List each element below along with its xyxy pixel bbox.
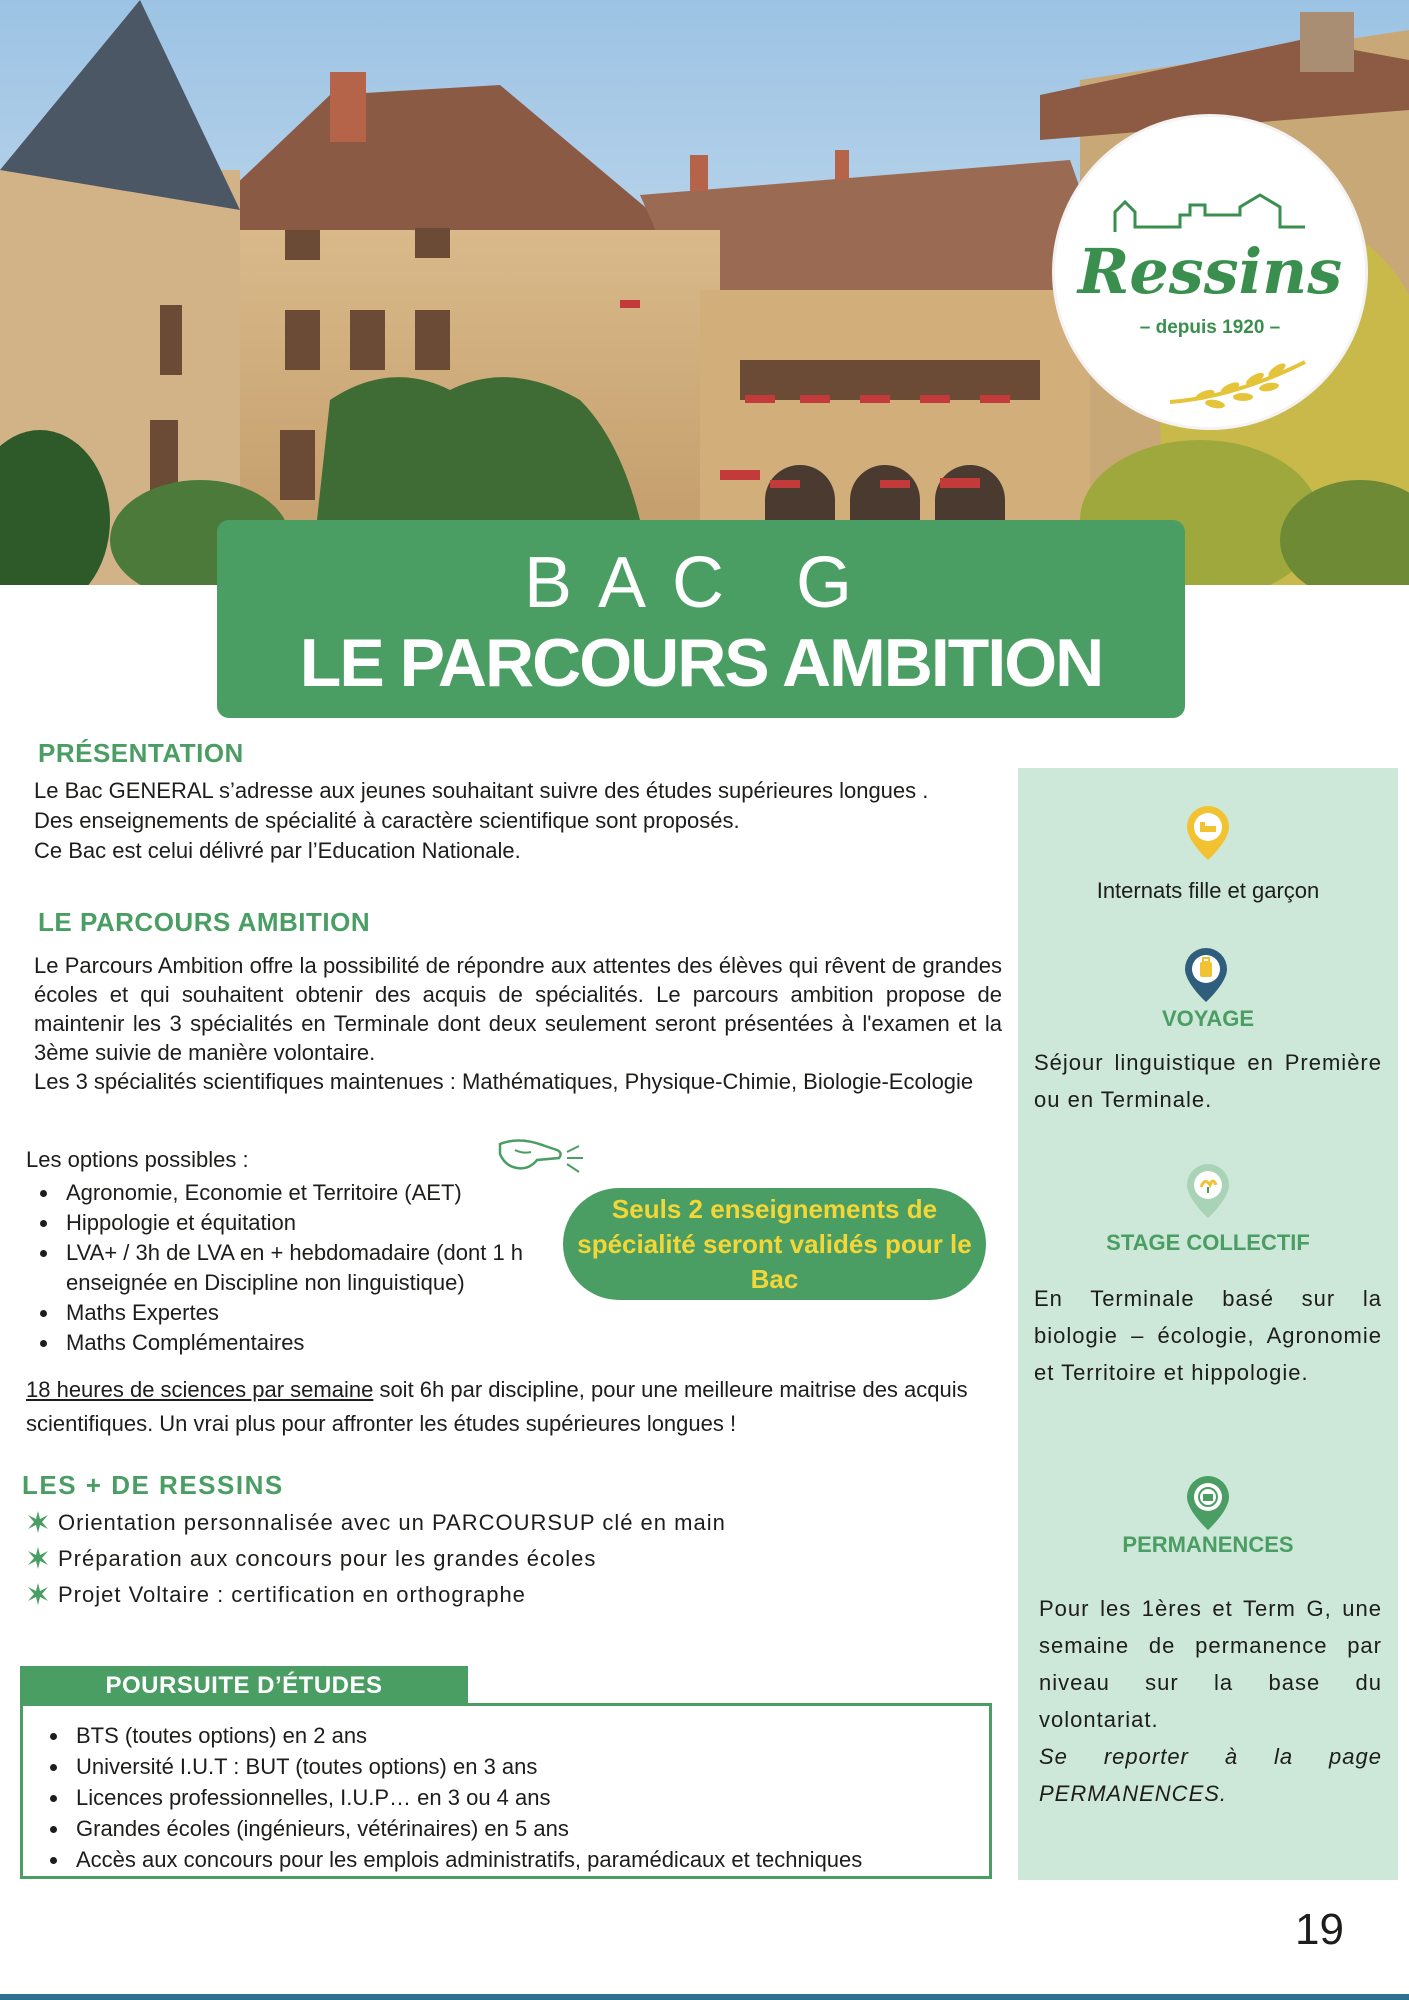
presentation-line: Le Bac GENERAL s’adresse aux jeunes souhaitant suivre des études supérieures longues . [34,778,929,803]
ressins-logo [1055,117,1365,427]
presentation-line: Ce Bac est celui délivré par l’Education Nationale. [34,838,521,863]
list-item: • Licences professionnelles, I.U.P… en 3 ou 4 ans [70,1782,1020,1813]
parcours-last-line: Les 3 spécialités scientifiques maintenues : Mathématiques, Physique-Chimie, Biologie-Ecologie [34,1069,974,1094]
list-item: • Université I.U.T : BUT (toutes options) en 3 ans [70,1751,1020,1782]
stage-heading: STAGE COLLECTIF [1106,1230,1310,1255]
bed-pin-icon [1185,804,1231,862]
banner-line1: BAC G [523,543,879,623]
list-item: • Grandes écoles (ingénieurs, vétérinaires) en 5 ans [70,1813,1020,1844]
plus-item-label: Orientation personnalisée avec un PARCOURSUP clé en main [58,1510,726,1535]
poursuite-list [30,1720,1020,1875]
plus-item-label: Projet Voltaire : certification en orthographe [58,1582,526,1607]
logo-since: – depuis 1920 – [1139,317,1281,338]
options-intro: Les options possibles : [26,1147,249,1172]
list-item: • Maths Expertes [60,1298,580,1328]
list-item: • Agronomie, Economie et Territoire (AET) [60,1178,580,1208]
specialites-callout: Seuls 2 enseignements de spécialité seront validés pour le Bac [563,1188,986,1300]
star-bullet-icon [26,1510,50,1534]
banner-line2: LE PARCOURS AMBITION [299,625,1103,701]
title-banner [217,520,1185,718]
internat-text: Internats fille et garçon [1096,878,1320,903]
plus-item-label: Préparation aux concours pour les grandes écoles [58,1546,597,1571]
plus-list [26,1505,726,1613]
voyage-text: Séjour linguistique en Première ou en Terminale. [1034,1050,1382,1112]
luggage-pin-icon [1183,946,1229,1004]
plus-heading: LES + DE RESSINS [22,1470,284,1500]
stage-text: En Terminale basé sur la biologie – écologie, Agronomie et Territoire et hippologie. [1034,1286,1382,1385]
presentation-text [34,776,994,866]
wheat-icon [1165,352,1315,412]
presentation-heading: PRÉSENTATION [38,738,244,768]
sciences-rest: soit 6h par discipline, pour une meilleure maitrise des acquis scientifiques. Un vrai plus pour affronter les études supérieures longues ! [26,1377,968,1436]
poursuite-heading: POURSUITE D’ÉTUDES [20,1666,468,1706]
list-item [26,1541,726,1577]
page-number: 19 [1295,1905,1344,1954]
school-pin-icon [1185,1474,1231,1532]
voyage-heading: VOYAGE [1161,1006,1255,1031]
permanences-reference: Se reporter à la page PERMANENCES. [1039,1744,1382,1806]
logo-name: Ressins [1077,235,1343,308]
presentation-line: Des enseignements de spécialité à caractère scientifique sont proposés. [34,808,740,833]
castle-outline-icon [1110,187,1310,237]
permanences-heading: PERMANENCES [1122,1532,1294,1557]
list-item: • BTS (toutes options) en 2 ans [70,1720,1020,1751]
options-list [20,1178,580,1358]
permanences-text [1039,1590,1382,1812]
list-item: • Maths Complémentaires [60,1328,580,1358]
list-item: • Hippologie et équitation [60,1208,580,1238]
list-item [26,1577,726,1613]
star-bullet-icon [26,1582,50,1606]
pointing-hand-icon [495,1132,590,1182]
sciences-text [26,1373,1016,1441]
list-item: • Accès aux concours pour les emplois administratifs, paramédicaux et techniques [70,1844,1020,1875]
list-item: • LVA+ / 3h de LVA en + hebdomadaire (dont 1 h enseignée en Discipline non linguistique) [60,1238,580,1298]
permanences-main: Pour les 1ères et Term G, une semaine de permanence par niveau sur la base du volontariat. [1039,1596,1382,1732]
parcours-heading: LE PARCOURS AMBITION [38,907,371,937]
parcours-paragraph: Le Parcours Ambition offre la possibilité de répondre aux attentes des élèves qui rêvent de grandes écoles et qui souhaitent obtenir des acquis de spécialités. Le parcours ambition propose de maintenir les 3 spécialités en Terminale dont deux seulement seront présentées à l'examen et la 3ème suivie de manière volontaire. [34,953,1002,1065]
list-item [26,1505,726,1541]
leaf-pin-icon [1185,1162,1231,1220]
bottom-divider [0,1994,1409,2000]
sciences-underlined: 18 heures de sciences par semaine [26,1377,374,1402]
star-bullet-icon [26,1546,50,1570]
sidebar [1018,768,1398,1880]
